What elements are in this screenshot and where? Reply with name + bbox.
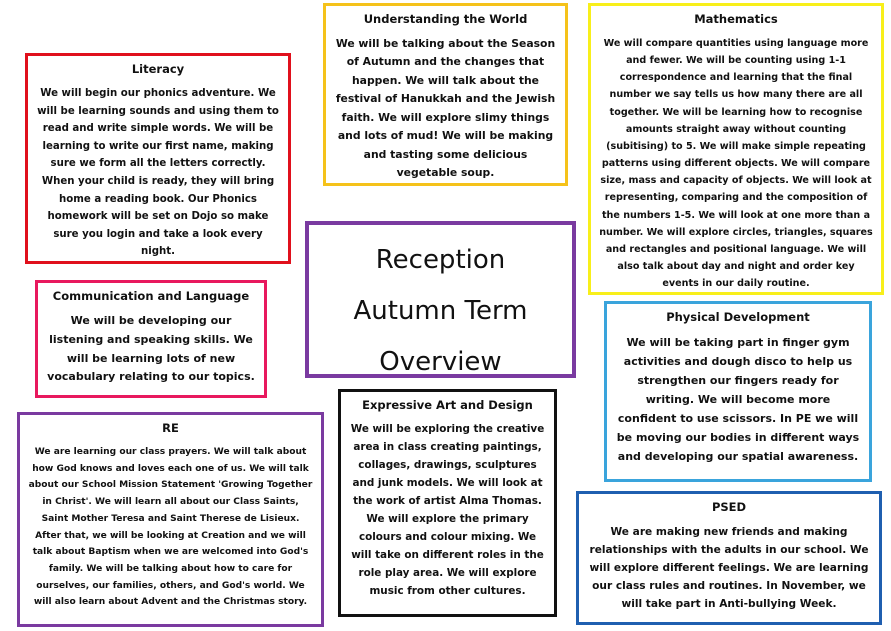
literacy-text: We will begin our phonics adventure. We will be learning sounds and using them to read and write simple words. We will be learning to write our first name, making sure we form all the letters correctly. When your child is ready, they will bring home a reading book. Our Phonics homework will be set on Dojo so make sure you login and take a look every night.: [37, 88, 279, 258]
literacy-box: [25, 53, 291, 264]
expressive-arts-box: [338, 389, 557, 617]
mathematics-box: [588, 3, 884, 295]
mathematics-title: Mathematics: [694, 12, 778, 26]
psed-title: PSED: [711, 500, 747, 514]
literacy-title: Literacy: [131, 62, 185, 76]
communication-language-title: Communication and Language: [52, 289, 250, 303]
re-text: We are learning our class prayers. We will talk about how God knows and loves each one of us. We will talk about our School Mission Statement 'Growing Together in Christ'. We will learn all about our Class Saints, Saint Mother Teresa and Saint Therese de Lisieux. After that, we will be looking at Creation and we will talk about Baptism when we are welcomed into God's family. We will be talking about how to care for ourselves, our families, others, and God's world. We will also learn about Advent and the Christmas story.: [28, 447, 313, 608]
physical-development-title: Physical Development: [666, 310, 810, 324]
expressive-arts-text: We will be exploring the creative area in class creating paintings, collages, drawings, sculptures and junk models. We will look at the work of artist Alma Thomas. We will explore the primary colours and colour mixing. We will take on different roles in the role play area. We will explore music from other cultures.: [350, 423, 545, 597]
re-title: RE: [162, 421, 179, 435]
psed-text: We are making new friends and making relationships with the adults in our school. We will explore different feelings. We are learning our class rules and routines. In November, we will take part in Anti-bullying Week.: [589, 526, 869, 611]
understanding-world-box: [323, 3, 568, 186]
communication-language-box: [35, 280, 267, 398]
communication-language-text: We will be developing our listening and speaking skills. We will be learning lots of new vocabulary relating to our topics.: [47, 314, 255, 384]
physical-development-box: [604, 301, 872, 482]
physical-development-text: We will be taking part in finger gym activities and dough disco to help us strengthen our fingers ready for writing. We will become more confident to use scissors. In PE we will be moving our bodies in different ways and developing our spatial awareness.: [616, 336, 860, 463]
overview-heading-line-2: Autumn Term: [353, 296, 528, 326]
re-box: [17, 412, 324, 627]
understanding-world-text: We will be talking about the Season of Autumn and the changes that happen. We will talk about the festival of Hanukkah and the Jewish faith. We will explore slimy things and lots of mud! We will be making and tasting some delicious vegetable soup.: [335, 37, 556, 180]
overview-heading-line-3: Overview: [379, 347, 502, 377]
mathematics-text: We will compare quantities using language more and fewer. We will be counting using 1-1 correspondence and learning that the final number we say tells us how many there are all together. We will be learning how to recognise amounts straight away without counting (subitising) to 5. We will make simple repeating patterns using different objects. We will compare size, mass and capacity of objects. We will look at representing, comparing and the composition of the numbers 1-5. We will look at one more than a number. We will explore circles, triangles, squares and rectangles and positional language. We will also talk about day and night and order key events in our daily routine.: [599, 38, 873, 290]
overview-heading-line-1: Reception: [375, 245, 506, 275]
understanding-world-title: Understanding the World: [363, 12, 528, 26]
psed-box: [576, 491, 882, 625]
expressive-arts-title: Expressive Art and Design: [362, 398, 533, 412]
overview-title-box: [305, 221, 576, 378]
